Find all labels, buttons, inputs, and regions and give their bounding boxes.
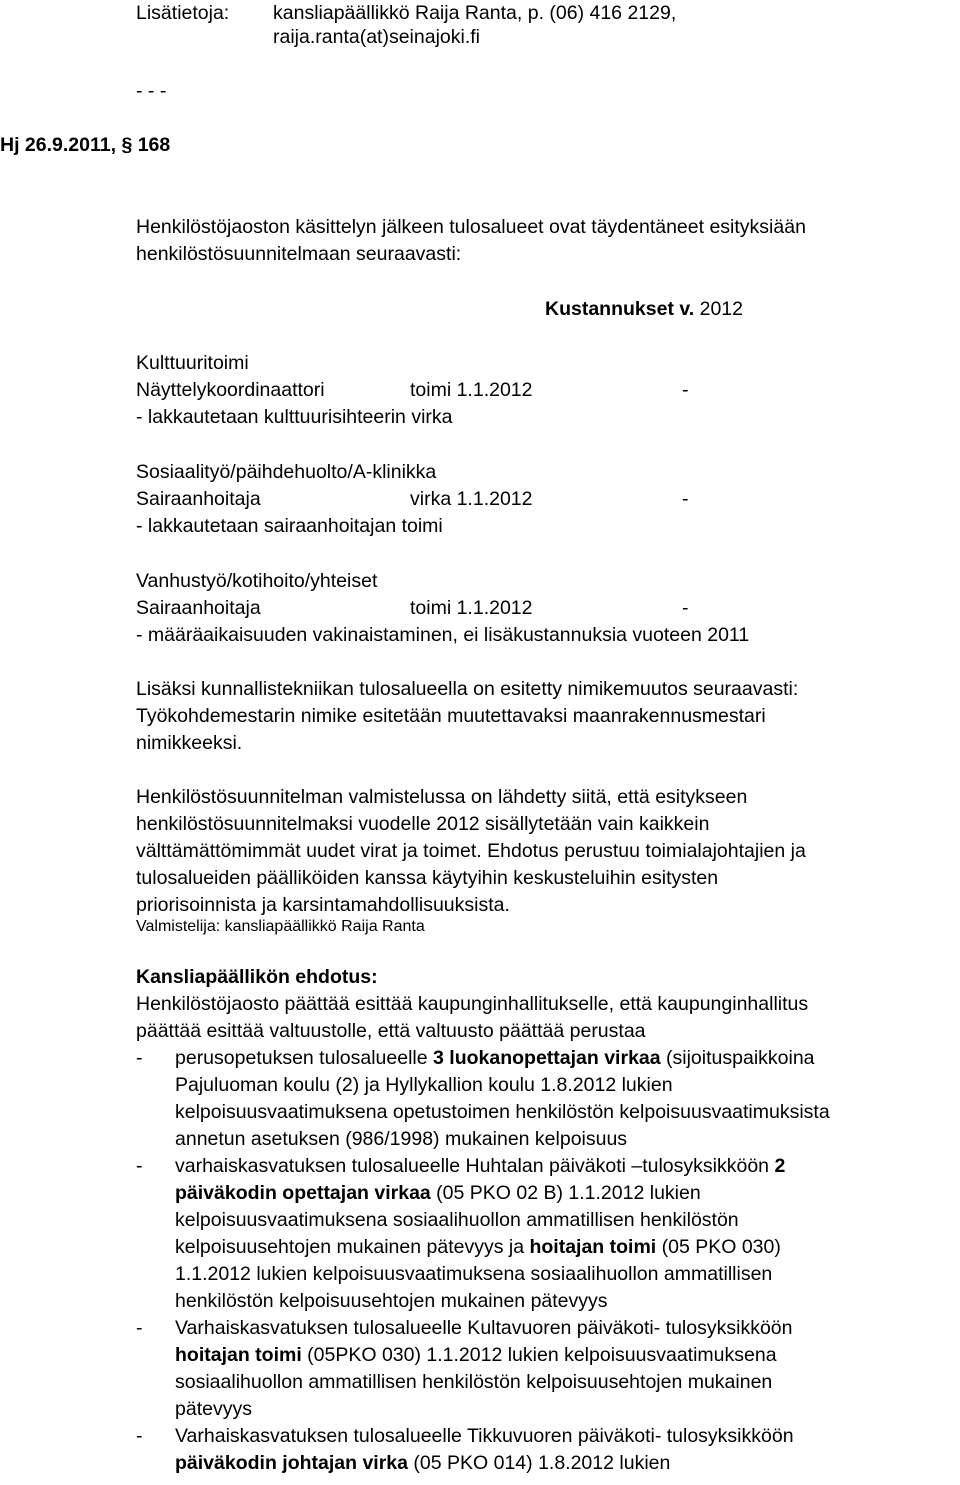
intro-line: Henkilöstöjaoston käsittelyn jälkeen tulosalueet ovat täydentäneet esityksiään — [136, 216, 806, 238]
list-bullet-dash: - — [136, 1425, 143, 1447]
unit-name: Vanhustyö/kotihoito/yhteiset — [136, 570, 378, 592]
section-sign-icon: § — [121, 134, 133, 156]
role-name: Sairaanhoitaja — [136, 488, 261, 510]
plan-line: priorisoinnista ja karsintamahdollisuuksista. — [136, 894, 510, 916]
unit-name: Sosiaalityö/päihdehuolto/A-klinikka — [136, 461, 437, 483]
role-type-date: toimi 1.1.2012 — [410, 379, 533, 401]
costs-heading: Kustannukset v. 2012 — [545, 298, 743, 320]
list-item-line: kelpoisuusvaatimuksena opetustoimen henkilöstön kelpoisuusvaatimuksista — [175, 1101, 830, 1123]
info-label: Lisätietoja: — [136, 2, 230, 24]
rename-line: Lisäksi kunnallistekniikan tulosalueella on esitetty nimikemuutos seuraavasti: — [136, 678, 799, 700]
proposal-intro-line: Henkilöstöjaosto päättää esittää kaupunginhallitukselle, että kaupunginhallitus — [136, 993, 809, 1015]
info-contact-line: kansliapäällikkö Raija Ranta, p. (06) 416 2129, — [273, 2, 677, 24]
role-cost: - — [682, 379, 689, 401]
list-item-line: kelpoisuusehtojen mukainen pätevyys ja hoitajan toimi (05 PKO 030) — [175, 1236, 781, 1258]
list-item-line: 1.1.2012 lukien kelpoisuusvaatimuksena sosiaalihuollon ammatillisen — [175, 1263, 773, 1285]
plan-line: henkilöstösuunnitelmaksi vuodelle 2012 sisällytetään vain kaikkein — [136, 813, 710, 835]
plan-line: Henkilöstösuunnitelman valmistelussa on lähdetty siitä, että esitykseen — [136, 786, 748, 808]
plan-line: välttämättömimmät uudet virat ja toimet. Ehdotus perustuu toimialajohtajien ja — [136, 840, 806, 862]
preparer-line: Valmistelija: kansliapäällikkö Raija Ranta — [136, 918, 425, 935]
info-email-line: raija.ranta(at)seinajoki.fi — [273, 26, 481, 48]
list-item-line: Varhaiskasvatuksen tulosalueelle Kultavuoren päiväkoti- tulosyksikköön — [175, 1317, 793, 1339]
list-item-line: pätevyys — [175, 1398, 252, 1420]
list-item-line: päiväkodin opettajan virkaa (05 PKO 02 B) 1.1.2012 lukien — [175, 1182, 701, 1204]
list-item-line: kelpoisuusvaatimuksena sosiaalihuollon ammatillisen henkilöstön — [175, 1209, 739, 1231]
intro-line: henkilöstösuunnitelmaan seuraavasti: — [136, 243, 462, 265]
list-item-line: sosiaalihuollon ammatillisen henkilöstön kelpoisuusehtojen mukainen — [175, 1371, 773, 1393]
role-cost: - — [682, 488, 689, 510]
role-name: Sairaanhoitaja — [136, 597, 261, 619]
list-item-line: Varhaiskasvatuksen tulosalueelle Tikkuvuoren päiväkoti- tulosyksikköön — [175, 1425, 794, 1447]
list-item-line: annetun asetuksen (986/1998) mukainen kelpoisuus — [175, 1128, 628, 1150]
list-bullet-dash: - — [136, 1047, 143, 1069]
role-action: - lakkautetaan kulttuurisihteerin virka — [136, 406, 453, 428]
proposal-heading: Kansliapäällikön ehdotus: — [136, 966, 378, 988]
unit-name: Kulttuuritoimi — [136, 352, 249, 374]
section-title: Hj 26.9.2011, § 168 — [0, 134, 171, 156]
rename-line: nimikkeeksi. — [136, 732, 243, 754]
list-bullet-dash: - — [136, 1317, 143, 1339]
role-type-date: toimi 1.1.2012 — [410, 597, 533, 619]
role-cost: - — [682, 597, 689, 619]
role-action: - määräaikaisuuden vakinaistaminen, ei lisäkustannuksia vuoteen 2011 — [136, 624, 750, 646]
role-type-date: virka 1.1.2012 — [410, 488, 533, 510]
rename-line: Työkohdemestarin nimike esitetään muutettavaksi maanrakennusmestari — [136, 705, 766, 727]
proposal-intro-line: päättää esittää valtuustolle, että valtuusto päättää perustaa — [136, 1020, 646, 1042]
list-item-line: hoitajan toimi (05PKO 030) 1.1.2012 lukien kelpoisuusvaatimuksena — [175, 1344, 777, 1366]
list-item-line: päiväkodin johtajan virka (05 PKO 014) 1.8.2012 lukien — [175, 1452, 671, 1474]
role-name: Näyttelykoordinaattori — [136, 379, 325, 401]
list-item-line: varhaiskasvatuksen tulosalueelle Huhtalan päiväkoti –tulosyksikköön 2 — [175, 1155, 786, 1177]
list-item-line: henkilöstön kelpoisuusehtojen mukainen pätevyys — [175, 1290, 608, 1312]
list-item-line: perusopetuksen tulosalueelle 3 luokanopettajan virkaa (sijoituspaikkoina — [175, 1047, 815, 1069]
role-action: - lakkautetaan sairaanhoitajan toimi — [136, 515, 443, 537]
separator: - - - — [136, 80, 167, 102]
list-bullet-dash: - — [136, 1155, 143, 1177]
list-item-line: Pajuluoman koulu (2) ja Hyllykallion koulu 1.8.2012 lukien — [175, 1074, 673, 1096]
plan-line: tulosalueiden päälliköiden kanssa käytyihin keskusteluihin esitysten — [136, 867, 719, 889]
